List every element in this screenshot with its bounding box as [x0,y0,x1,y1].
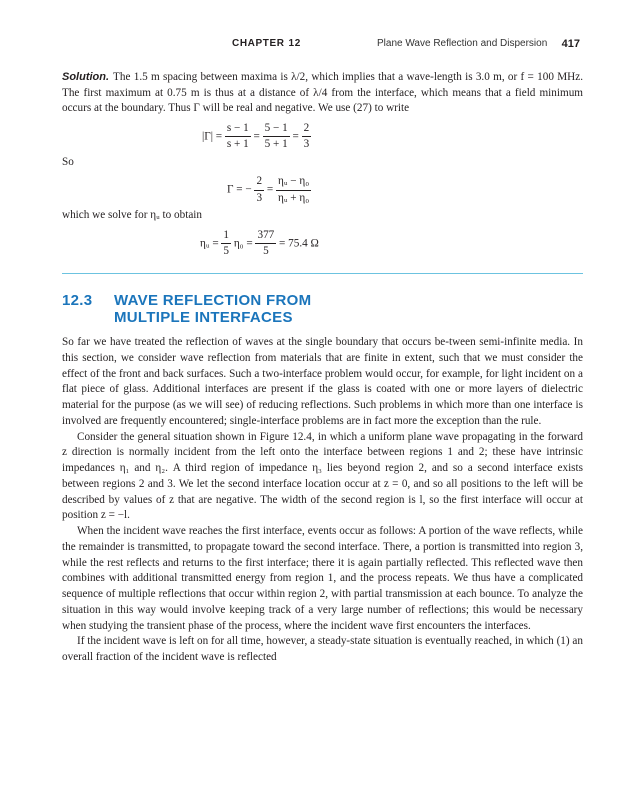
eq2-eq: = [266,183,274,196]
eq3-mid: η₀ = [233,236,253,249]
eq2-lhs: Γ = − [227,183,252,196]
section-heading [62,292,583,326]
eq1-frac2: $\frac{5 - 1}{5 + 1}$ [264,121,288,150]
eq2-frac1: $\frac{2}{3}$ [256,175,263,204]
eq3-frac1: $\frac{1}{5}$ [223,228,230,257]
solution-paragraph [62,70,583,117]
eq3-rhs: = 75.4 Ω [279,236,319,249]
paragraph: So far we have treated the reflection of waves at the single boundary that occurs be-tween semi-infinite media. In this section, we consider wave reflection from materials that are finite in extent, such that we must consider the effect of the front and back surfaces. Such a two-interface problem would occur, for example, for light incident on a flat piece of glass. Additional interfaces are present if the glass is coated with one or more layers of dielectric material for the purpose (as we will see) of reducing reflections. Such problems in which more than one interface is involved are frequently encountered; single-interface problems are in fact more the exception than the rule. [62,336,583,427]
solve-text: which we solve for ηᵤ to obtain [62,209,203,221]
section-divider [62,273,583,274]
eq3-frac2: $\frac{377}{5}$ [257,228,275,257]
eq1-frac1: $\frac{s - 1}{s + 1}$ [226,121,249,150]
page-number: 417 [561,38,580,50]
equation-gamma-magnitude [62,117,583,155]
section-title-line1: WAVE REFLECTION FROM [114,292,312,309]
eq3-lhs: ηᵤ = [200,236,219,249]
section-body [62,335,583,666]
solution-block [62,70,583,262]
solution-label: Solution. [62,71,110,83]
solution-text: The 1.5 m spacing between maxima is λ/2, which implies that a wave-length is 3.0 m, or f = 100 MHz. The first maximum at 0.75 m is thus at a distance of λ/4 from the interface, which means that a field minimum occurs at the boundary. Thus Γ will be real and negative. We use (27) to write [62,71,583,114]
section-number: 12.3 [62,292,93,309]
eq1-frac3: $\frac{2}{3}$ [303,121,310,150]
eq1-eq: = [253,129,260,142]
equation-eta-u [62,224,583,262]
chapter-label: CHAPTER 12 [232,38,301,49]
eq2-frac2: $\frac{\text{ηᵤ − η₀}}{\text{ηᵤ + η₀}}$ [277,175,310,204]
chapter-subtitle: Plane Wave Reflection and Dispersion [377,38,548,49]
section-title-line2: MULTIPLE INTERFACES [114,309,293,326]
equation-gamma [62,170,583,208]
paragraph: Consider the general situation shown in Figure 12.4, in which a uniform plane wave propagating in the forward z direction is normally incident from the left onto the interface between regions 1 and 2; these have intrinsic impedances η₁ and η₂. A third region of impedance η₃ lies beyond region 2, and so a second interface exists between regions 2 and 3. We let the second interface location occur at z = 0, and so all positions to the left will be described by values of z that are negative. The width of the second region is l, so the first interface will occur at position z = −l. [62,430,583,522]
paragraph: If the incident wave is left on for all time, however, a steady-state situation is eventually reached, in which (1) an overall fraction of the incident wave is reflected [62,635,583,663]
so-text: So [62,155,74,168]
running-header [62,38,582,52]
eq1-lhs: |Γ| = [202,129,223,142]
eq1-eq2: = [292,129,299,142]
paragraph: When the incident wave reaches the first interface, events occur as follows: A portion of the wave reflects, while the remainder is transmitted, to propagate toward the second interface. There, a portion is transmitted into region 3, while the rest reflects and returns to the first interface; there it is again partially reflected. This reflected wave then combines with additional transmitted energy from region 1, and the process repeats. We thus have a complicated sequence of multiple reflections that occur within region 2, with partial transmission at each bounce. To analyze the situation in this way would involve keeping track of a very large number of reflections; this would be necessary when studying the transient phase of the process, where the incident wave first encounters the interfaces. [62,525,583,632]
